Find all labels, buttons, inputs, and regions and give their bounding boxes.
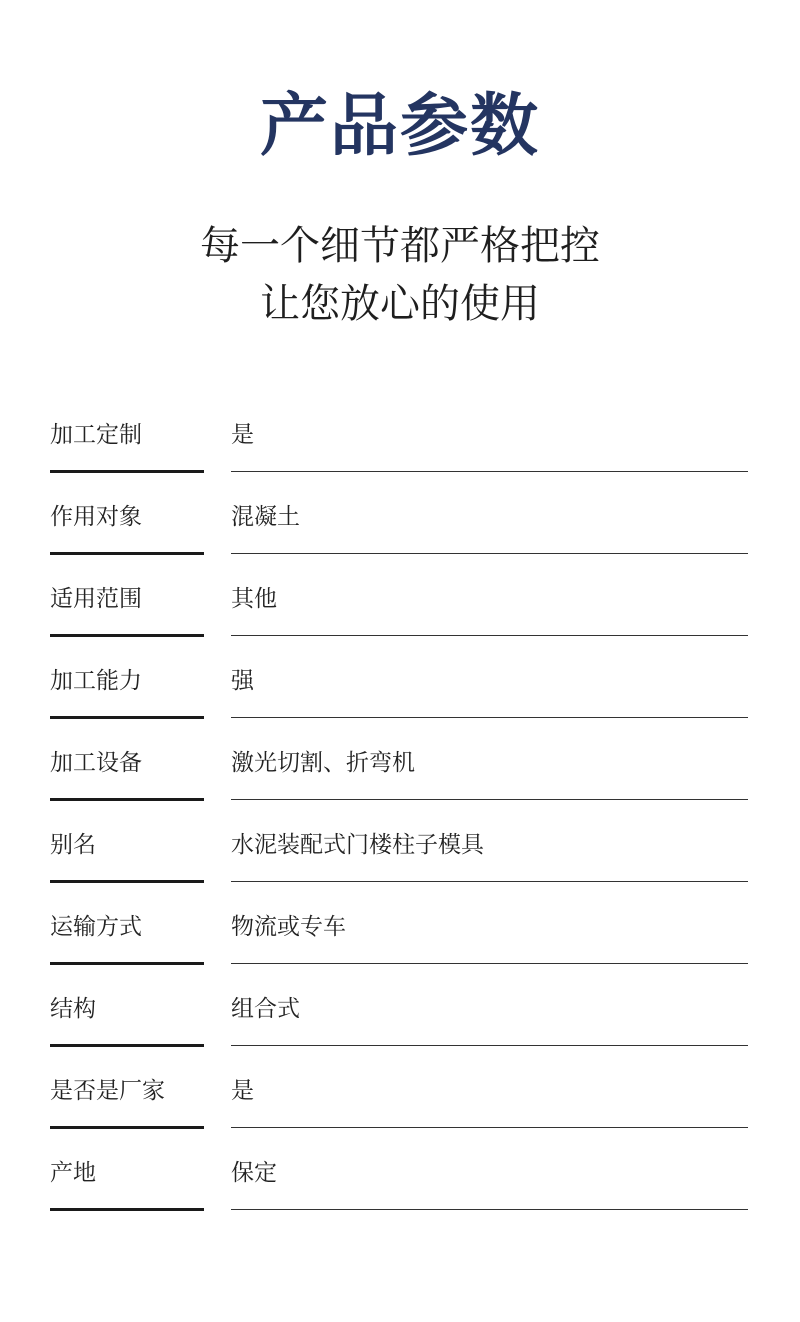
spec-label: 加工能力	[50, 668, 142, 694]
spec-value: 保定	[231, 1160, 277, 1186]
value-underline	[231, 1209, 748, 1210]
spec-value: 混凝土	[231, 504, 300, 530]
spec-value: 水泥装配式门楼柱子模具	[231, 832, 484, 858]
spec-label: 运输方式	[50, 914, 142, 940]
spec-value: 激光切割、折弯机	[231, 750, 415, 776]
spec-label: 别名	[50, 832, 96, 858]
spec-row	[0, 390, 800, 472]
spec-row	[0, 882, 800, 964]
spec-label: 结构	[50, 996, 96, 1022]
spec-row	[0, 964, 800, 1046]
spec-row	[0, 718, 800, 800]
spec-label: 是否是厂家	[50, 1078, 165, 1104]
page-title: 产品参数	[259, 87, 540, 166]
spec-row	[0, 800, 800, 882]
spec-row	[0, 554, 800, 636]
spec-row	[0, 1046, 800, 1128]
spec-row	[0, 472, 800, 554]
subtitle-line-1: 每一个细节都严格把控	[200, 223, 600, 269]
label-underline	[50, 1208, 204, 1211]
spec-value: 物流或专车	[231, 914, 346, 940]
spec-label: 加工定制	[50, 422, 142, 448]
spec-row	[0, 1128, 800, 1210]
spec-value: 组合式	[231, 996, 300, 1022]
spec-value: 是	[231, 422, 254, 448]
spec-value: 其他	[231, 586, 277, 612]
spec-value: 是	[231, 1078, 254, 1104]
spec-row	[0, 636, 800, 718]
spec-table	[0, 390, 800, 1210]
spec-label: 产地	[50, 1160, 96, 1186]
spec-label: 适用范围	[50, 586, 142, 612]
spec-value: 强	[231, 668, 254, 694]
spec-label: 作用对象	[50, 504, 142, 530]
spec-label: 加工设备	[50, 750, 142, 776]
subtitle-line-2: 让您放心的使用	[260, 281, 540, 327]
